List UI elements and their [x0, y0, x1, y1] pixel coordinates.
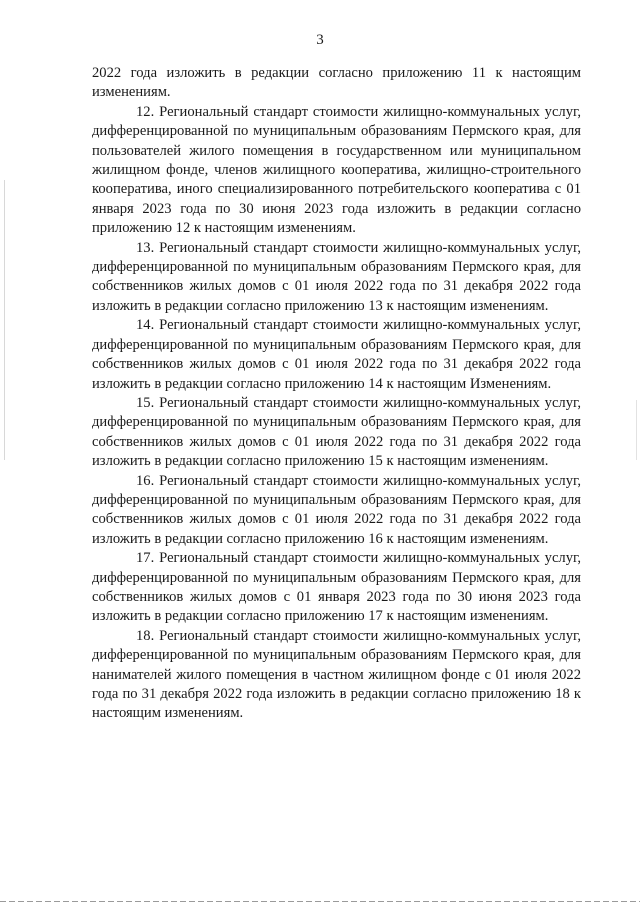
page-number: 3	[316, 32, 324, 48]
paragraph-item-12: 12. Региональный стандарт стоимости жилищно-коммунальных услуг, дифференцированной по муниципальным образованиям Пермского края, для пользователей жилого помещения в государственном или муниципальном жилищном фонде, членов жилищного кооператива, жилищно-строительного кооператива, иного специализированного потребительского кооператива с 01 января 2023 года по 30 июня 2023 года изложить в редакции согласно приложению 12 к настоящим изменениям.	[92, 103, 581, 237]
paragraph-item-18: 18. Региональный стандарт стоимости жилищно-коммунальных услуг, дифференцированной по муниципальным образованиям Пермского края, для нанимателей жилого помещения в частном жилищном фонде с 01 июля 2022 года по 31 декабря 2022 года изложить в редакции согласно приложению 18 к настоящим изменениям.	[92, 627, 581, 722]
paragraph-item-16: 16. Региональный стандарт стоимости жилищно-коммунальных услуг, дифференцированной по муниципальным образованиям Пермского края, для собственников жилых домов с 01 июля 2022 года по 31 декабря 2022 года изложить в редакции согласно приложению 16 к настоящим изменениям.	[92, 472, 581, 547]
scan-bottom-edge	[0, 901, 640, 902]
paragraph-item-14: 14. Региональный стандарт стоимости жилищно-коммунальных услуг, дифференцированной по муниципальным образованиям Пермского края, для собственников жилых домов с 01 июля 2022 года по 31 декабря 2022 года изложить в редакции согласно приложению 14 к настоящим Изменениям.	[92, 317, 581, 392]
document-body	[92, 64, 581, 724]
paragraph-item-15: 15. Региональный стандарт стоимости жилищно-коммунальных услуг, дифференцированной по муниципальным образованиям Пермского края, для собственников жилых домов с 01 июля 2022 года по 31 декабря 2022 года изложить в редакции согласно приложению 15 к настоящим изменениям.	[92, 394, 581, 470]
paragraph-continuation: 2022 года изложить в редакции согласно приложению 11 к настоящим изменениям.	[92, 65, 581, 101]
scan-edge-mark-right	[636, 400, 637, 460]
scan-edge-mark-left	[4, 180, 5, 460]
paragraph-item-17: 17. Региональный стандарт стоимости жилищно-коммунальных услуг, дифференцированной по муниципальным образованиям Пермского края, для собственников жилых домов с 01 января 2023 года по 30 июня 2023 года изложить в редакции согласно приложению 17 к настоящим изменениям.	[92, 550, 581, 625]
paragraph-item-13: 13. Региональный стандарт стоимости жилищно-коммунальных услуг, дифференцированной по муниципальным образованиям Пермского края, для собственников жилых домов с 01 июля 2022 года по 31 декабря 2022 года изложить в редакции согласно приложению 13 к настоящим изменениям.	[92, 239, 581, 314]
